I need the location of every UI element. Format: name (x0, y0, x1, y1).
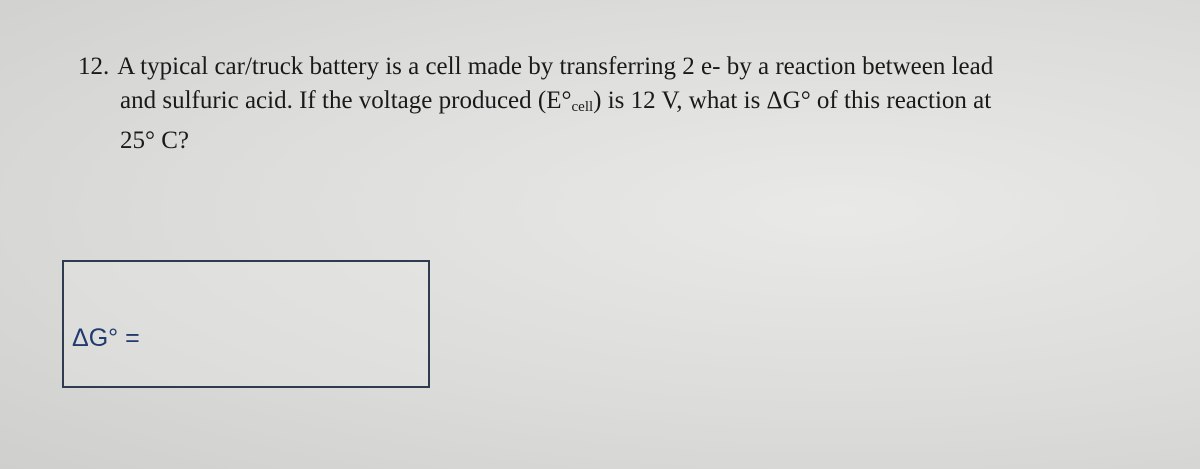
question-line-1 (78, 50, 1118, 84)
answer-label: ΔG° = (72, 324, 140, 352)
question-line-1-text: A typical car/truck battery is a cell made by transferring 2 e- by a reaction between lead (117, 53, 994, 80)
question-number: 12. (78, 53, 110, 80)
cell-subscript: cell (571, 99, 594, 115)
question-line-2 (78, 84, 1118, 124)
question-line-3: 25° C? (120, 127, 190, 154)
question-text (78, 50, 1118, 158)
answer-input-box[interactable] (62, 260, 430, 388)
question-line-2-end: ) is 12 V, what is ΔG° of this reaction at (593, 87, 992, 114)
question-line-2-start: and sulfuric acid. If the voltage produced (E° (120, 87, 572, 114)
